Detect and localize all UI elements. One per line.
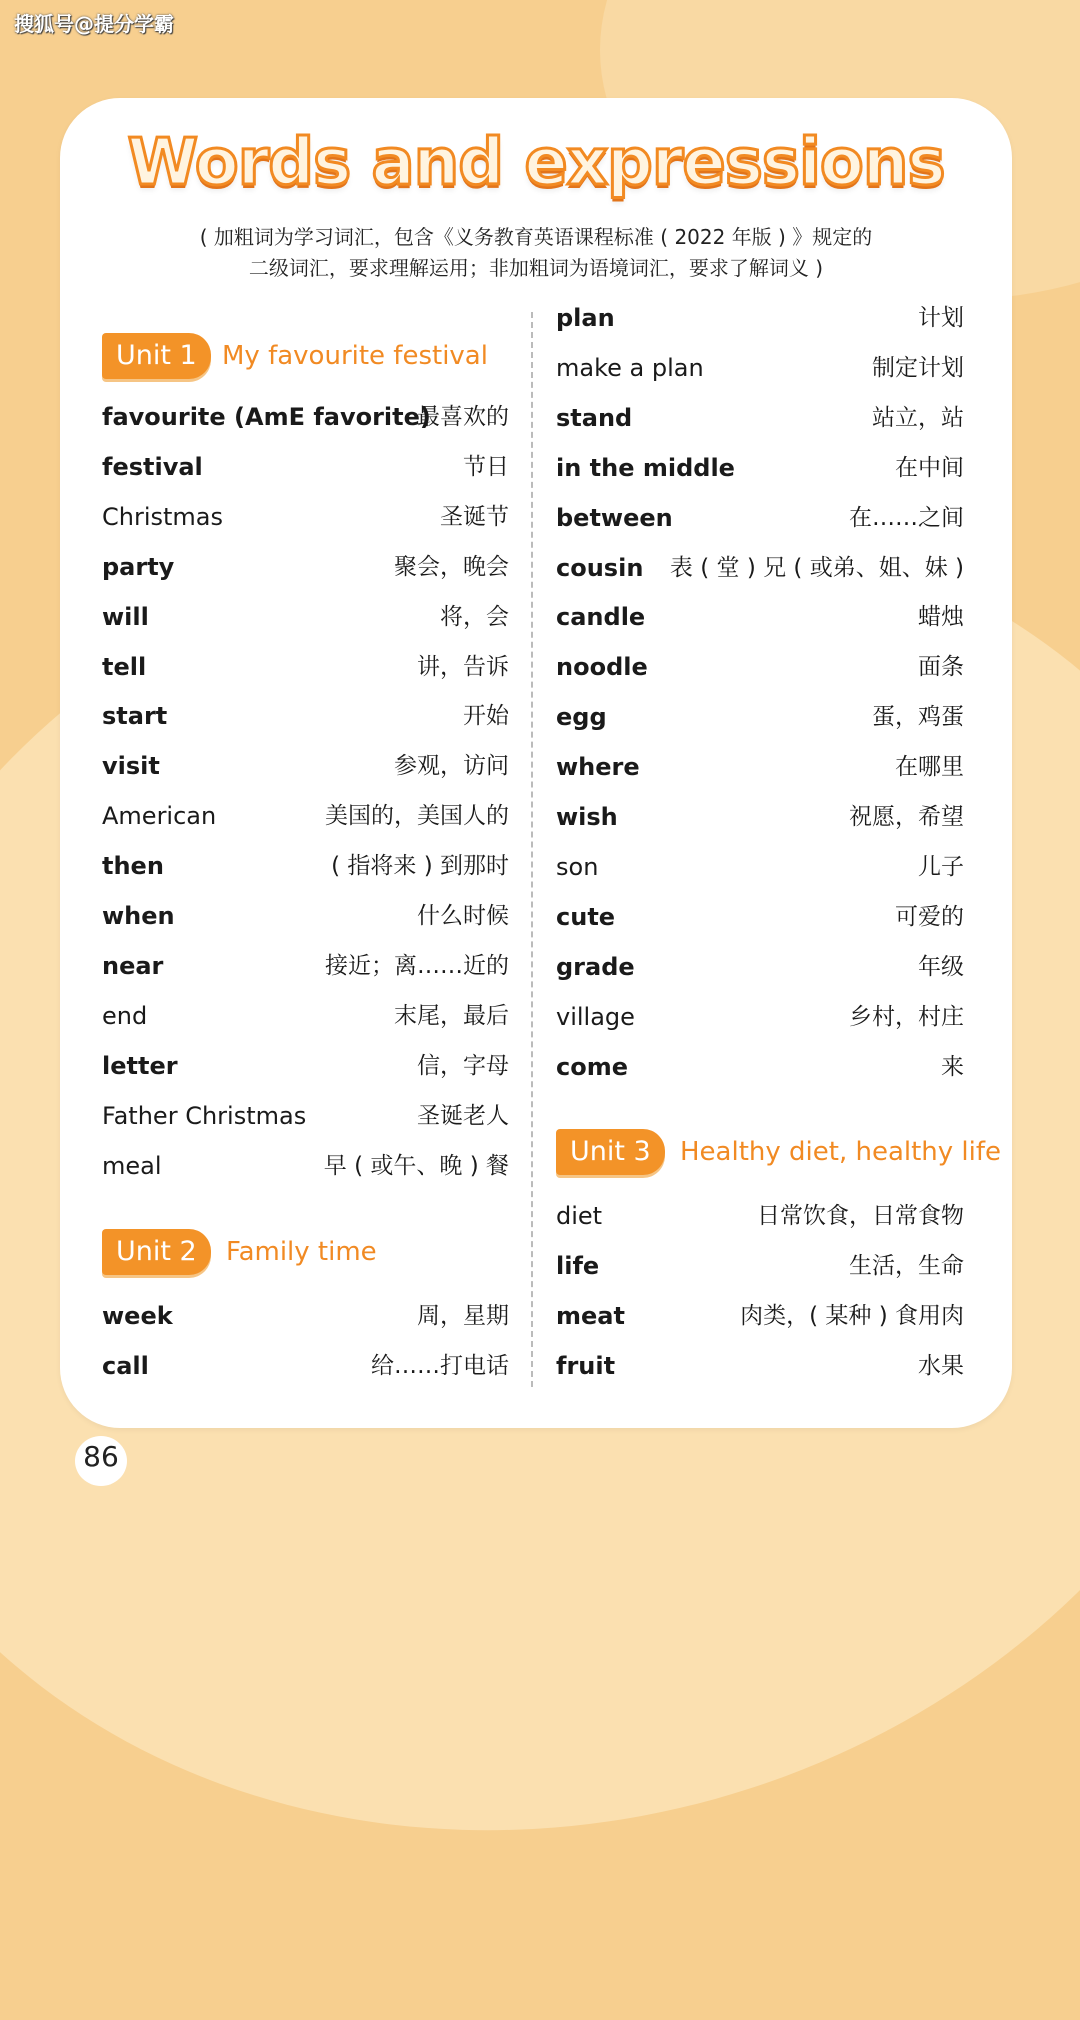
vocab-word: party xyxy=(102,552,175,581)
vocab-word: will xyxy=(102,602,149,631)
vocab-word: son xyxy=(556,852,599,881)
vocab-word: grade xyxy=(556,952,635,981)
vocab-meaning: 站立，站 xyxy=(872,404,964,431)
vocab-row xyxy=(102,547,509,587)
unit-2-title: Family time xyxy=(226,1237,377,1267)
vocab-word: festival xyxy=(102,452,203,481)
vocab-meaning: 制定计划 xyxy=(872,354,964,381)
vocab-word: start xyxy=(102,702,168,731)
vocab-row xyxy=(102,1146,509,1186)
vocab-word: week xyxy=(102,1302,173,1330)
vocab-row xyxy=(102,1096,509,1136)
vocab-word: meal xyxy=(102,1151,162,1180)
vocab-meaning: ( 指将来 ) 到那时 xyxy=(331,853,509,880)
vocab-row xyxy=(102,846,509,886)
unit-1-title: My favourite festival xyxy=(222,341,488,371)
vocab-word: Christmas xyxy=(102,502,224,531)
vocab-row xyxy=(556,647,964,687)
vocab-word: call xyxy=(102,1352,149,1380)
vocab-meaning: 乡村，村庄 xyxy=(849,1003,964,1030)
vocab-meaning: 信，字母 xyxy=(417,1052,509,1079)
vocab-row xyxy=(102,796,509,836)
vocab-meaning: 什么时候 xyxy=(417,903,509,929)
vocab-row xyxy=(556,1346,964,1386)
vocab-meaning: 面条 xyxy=(918,654,964,681)
vocab-meaning: 讲，告诉 xyxy=(417,653,509,680)
vocab-word: visit xyxy=(102,752,160,781)
vocab-word: when xyxy=(102,902,175,930)
vocab-word: noodle xyxy=(556,653,648,682)
vocab-word: in the middle xyxy=(556,453,735,482)
vocab-word: egg xyxy=(556,703,607,732)
vocab-meaning: 美国的，美国人的 xyxy=(325,803,509,830)
vocab-row xyxy=(102,746,509,786)
vocab-word: end xyxy=(102,1001,148,1030)
unit-2-badge: Unit 2 xyxy=(102,1229,211,1275)
unit-1-badge: Unit 1 xyxy=(102,333,211,379)
vocab-word: near xyxy=(102,951,164,980)
vocab-row xyxy=(556,897,964,937)
unit-3-title: Healthy diet, healthy life xyxy=(680,1137,1002,1167)
vocab-meaning: 在哪里 xyxy=(895,754,964,781)
intro-note xyxy=(60,222,1012,284)
vocab-row xyxy=(556,797,964,837)
vocab-word: American xyxy=(102,802,217,831)
vocab-meaning: 最喜欢的 xyxy=(417,404,509,430)
vocab-meaning: 早 ( 或午、晚 ) 餐 xyxy=(323,1152,509,1179)
vocab-word: meat xyxy=(556,1302,625,1330)
vocab-meaning: 圣诞节 xyxy=(440,503,509,530)
vocab-meaning: 肉类，( 某种 ) 食用肉 xyxy=(740,1303,964,1329)
vocab-row xyxy=(556,947,964,987)
vocab-row xyxy=(556,597,964,637)
vocab-row xyxy=(556,697,964,737)
vocab-meaning: 在……之间 xyxy=(849,504,964,531)
vocab-meaning: 表 ( 堂 ) 兄 ( 或弟、姐、妹 ) xyxy=(669,554,964,581)
vocab-meaning: 蜡烛 xyxy=(918,604,964,631)
vocab-row xyxy=(102,647,509,687)
vocab-word: tell xyxy=(102,652,147,681)
vocab-meaning: 聚会，晚会 xyxy=(394,553,509,580)
vocab-row xyxy=(556,348,964,388)
vocab-word: cute xyxy=(556,902,616,931)
vocab-meaning: 计划 xyxy=(918,305,964,331)
vocab-meaning: 末尾，最后 xyxy=(394,1002,509,1029)
intro-line-1: ( 加粗词为学习词汇，包含《义务教育英语课程标准 ( 2022 年版 ) 》规定的 xyxy=(199,225,873,249)
page-number: 86 xyxy=(83,1440,119,1473)
vocab-meaning: 水果 xyxy=(918,1353,964,1379)
vocab-row xyxy=(556,1296,964,1336)
vocab-row xyxy=(102,447,509,487)
vocab-row xyxy=(556,747,964,787)
vocab-meaning: 接近；离……近的 xyxy=(325,952,509,979)
watermark: 搜狐号@提分学霸 xyxy=(14,12,174,36)
vocab-word: fruit xyxy=(556,1352,616,1380)
vocab-row xyxy=(556,548,964,588)
vocab-meaning: 参观，访问 xyxy=(394,753,509,780)
unit-3-badge: Unit 3 xyxy=(556,1129,665,1175)
vocab-row xyxy=(102,946,509,986)
vocab-row xyxy=(102,1346,509,1386)
vocab-meaning: 可爱的 xyxy=(895,903,964,930)
vocab-meaning: 儿子 xyxy=(918,853,964,880)
vocab-word: candle xyxy=(556,603,646,632)
vocab-word: between xyxy=(556,503,673,532)
vocab-word: cousin xyxy=(556,553,644,582)
vocab-row xyxy=(556,498,964,538)
vocab-row xyxy=(556,298,964,338)
vocab-word: Father Christmas xyxy=(102,1101,307,1130)
vocab-word: then xyxy=(102,852,164,881)
vocab-word: plan xyxy=(556,304,615,332)
vocab-meaning: 周，星期 xyxy=(417,1303,509,1329)
vocab-row xyxy=(556,997,964,1037)
vocab-row xyxy=(102,497,509,537)
vocab-meaning: 生活，生命 xyxy=(849,1253,964,1279)
unit-2-header xyxy=(102,1229,522,1277)
vocab-word: village xyxy=(556,1002,635,1031)
vocab-meaning: 日常饮食，日常食物 xyxy=(757,1203,964,1229)
vocab-row xyxy=(556,448,964,488)
vocab-word: wish xyxy=(556,803,618,831)
vocab-meaning: 蛋，鸡蛋 xyxy=(872,704,964,731)
vocab-word: favourite (AmE favorite) xyxy=(102,403,431,431)
vocab-row xyxy=(556,398,964,438)
vocab-meaning: 将，会 xyxy=(440,603,509,630)
vocab-meaning: 来 xyxy=(941,1053,964,1080)
vocab-row xyxy=(102,1046,509,1086)
vocab-meaning: 圣诞老人 xyxy=(417,1102,509,1129)
vocab-row xyxy=(102,397,509,437)
vocab-row xyxy=(102,696,509,736)
vocab-word: make a plan xyxy=(556,353,704,382)
vocab-row xyxy=(556,1196,964,1236)
vocab-meaning: 在中间 xyxy=(895,454,964,481)
vocab-row xyxy=(102,896,509,936)
vocab-word: diet xyxy=(556,1202,603,1230)
vocab-meaning: 节日 xyxy=(463,453,509,480)
vocab-word: letter xyxy=(102,1051,178,1080)
vocab-meaning: 开始 xyxy=(463,703,509,730)
vocab-word: where xyxy=(556,753,640,782)
vocab-row xyxy=(556,1246,964,1286)
vocab-row xyxy=(102,996,509,1036)
column-divider xyxy=(531,312,533,1387)
page-title: Words and expressions xyxy=(127,126,945,200)
vocab-row xyxy=(102,1296,509,1336)
intro-line-2: 二级词汇，要求理解运用；非加粗词为语境词汇，要求了解词义 ) xyxy=(248,256,824,280)
vocab-meaning: 年级 xyxy=(918,953,964,980)
vocab-row xyxy=(556,847,964,887)
vocab-row xyxy=(102,597,509,637)
unit-1-header xyxy=(102,333,522,381)
vocab-word: life xyxy=(556,1252,600,1280)
vocab-word: come xyxy=(556,1052,628,1081)
vocab-row xyxy=(556,1047,964,1087)
unit-3-header xyxy=(556,1129,1002,1177)
vocab-word: stand xyxy=(556,403,633,432)
vocab-meaning: 给……打电话 xyxy=(371,1353,509,1379)
vocab-meaning: 祝愿，希望 xyxy=(849,804,964,830)
